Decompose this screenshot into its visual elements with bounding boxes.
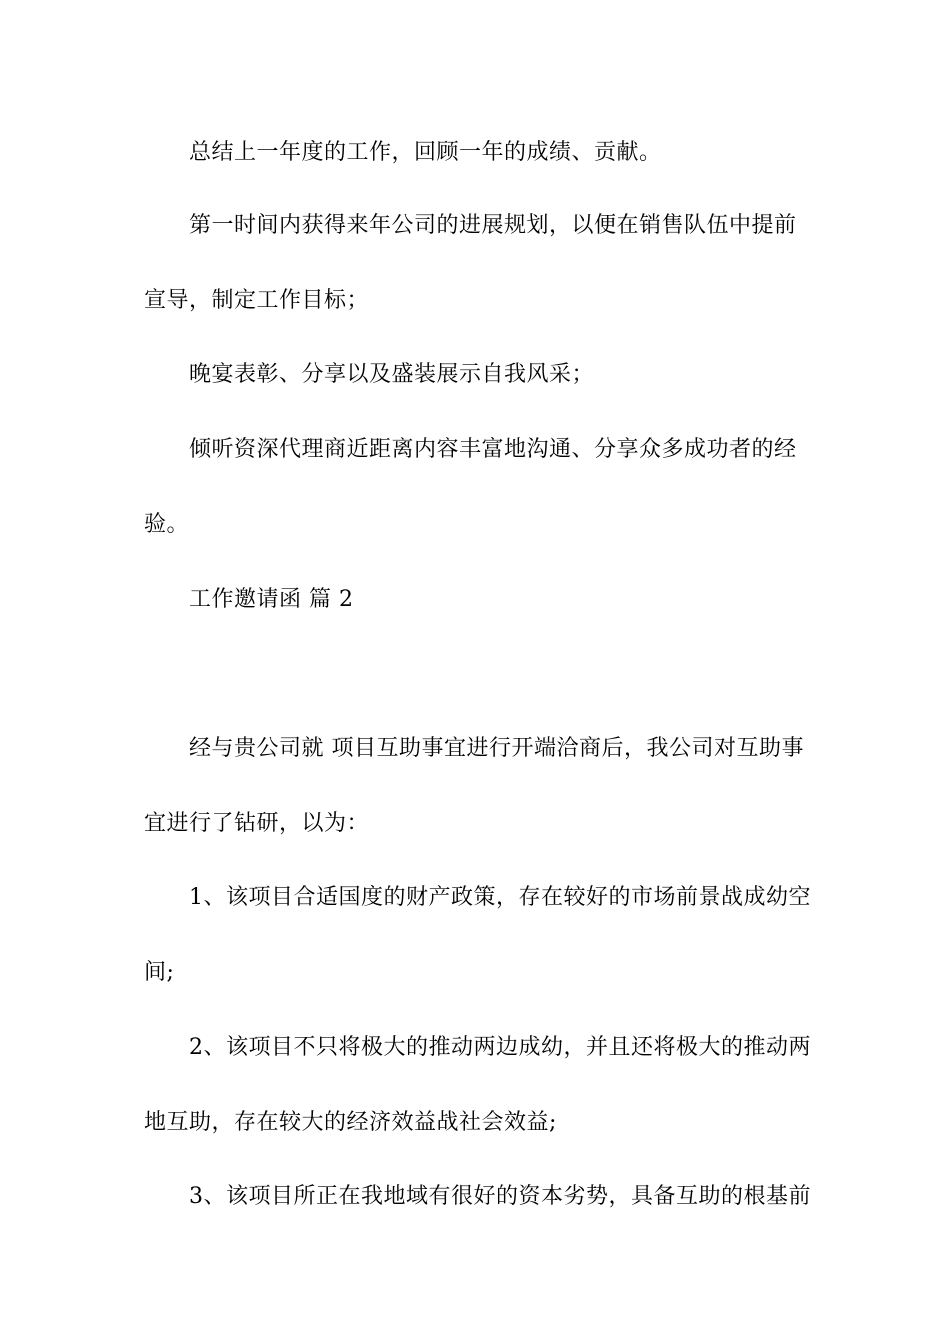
paragraph-line: 第一时间内获得来年公司的进展规划，以便在销售队伍中提前 — [189, 213, 797, 238]
list-item-line: 地互助，存在较大的经济效益战社会效益; — [144, 1110, 557, 1135]
paragraph-line: 倾听资深代理商近距离内容丰富地沟通、分享众多成功者的经 — [189, 437, 797, 462]
paragraph-line: 晚宴表彰、分享以及盛装展示自我风采； — [189, 362, 595, 387]
paragraph-line: 总结上一年度的工作，回顾一年的成绩、贡献。 — [189, 140, 662, 165]
list-item-line: 间; — [144, 960, 175, 985]
paragraph-line: 宣导，制定工作目标； — [144, 288, 370, 313]
paragraph-line: 宜进行了钻研，以为： — [144, 811, 370, 836]
section-heading: 工作邀请函 篇 2 — [189, 587, 354, 612]
list-item-line: 2、该项目不只将极大的推动两边成幼，并且还将极大的推动两 — [189, 1035, 811, 1060]
paragraph-line: 验。 — [144, 512, 190, 537]
paragraph-line: 经与贵公司就 项目互助事宜进行开端洽商后，我公司对互助事 — [189, 736, 804, 761]
list-item-line: 3、该项目所正在我地域有很好的资本劣势，具备互助的根基前 — [189, 1184, 811, 1209]
list-item-line: 1、该项目合适国度的财产政策，存在较好的市场前景战成幼空 — [189, 885, 811, 910]
